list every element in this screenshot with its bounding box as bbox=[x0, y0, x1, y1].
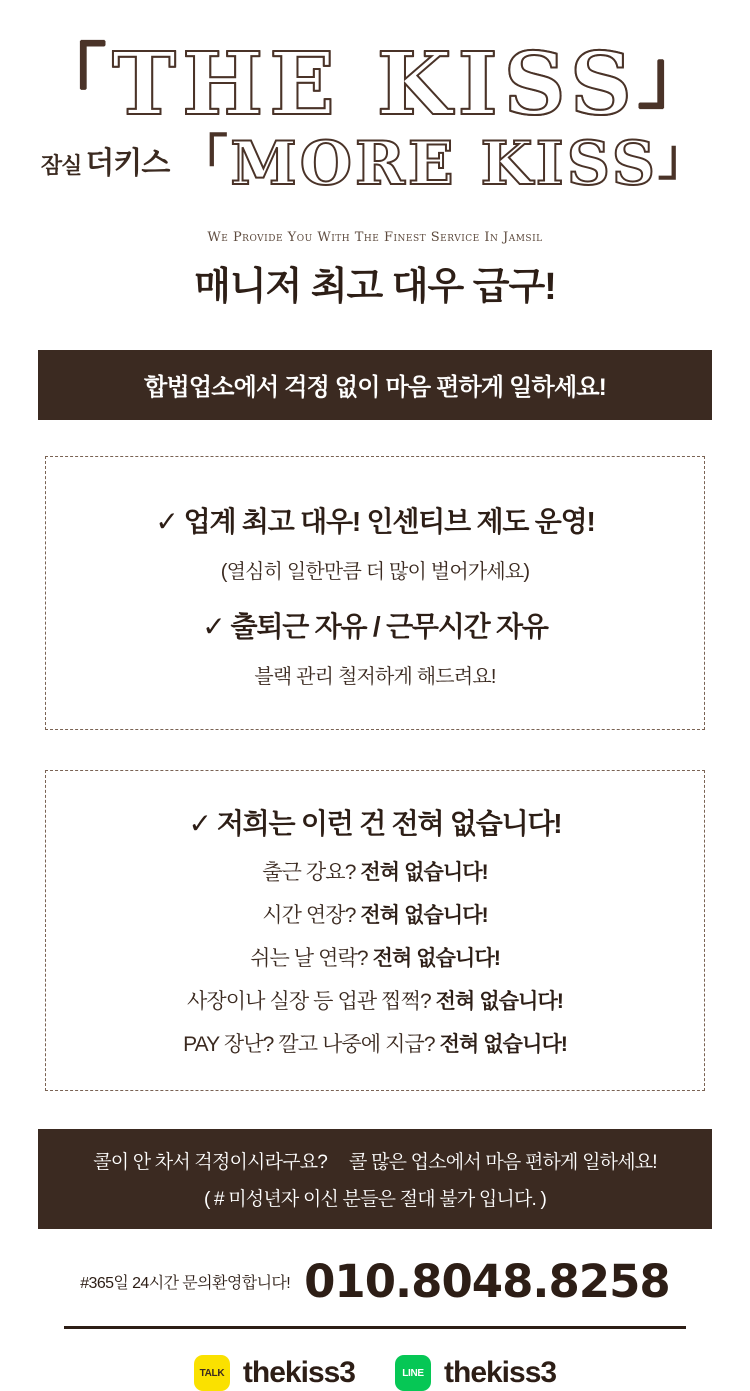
tagline-english: We Provide You With The Finest Service In Jamsil bbox=[207, 230, 543, 245]
no-item-answer: 전혀 없습니다! bbox=[435, 990, 564, 1014]
benefit-line-2-text: 출퇴근 자유 / 근무시간 자유 bbox=[230, 610, 548, 642]
headline-banner: 합법업소에서 걱정 없이 마음 편하게 일하세요! bbox=[38, 350, 712, 420]
logo-korean-location: 잠실 bbox=[40, 153, 82, 178]
no-item-answer: 전혀 없습니다! bbox=[360, 861, 488, 885]
footer-banner-line-1-right: 콜 많은 업소에서 마음 편하게 일하세요! bbox=[349, 1152, 657, 1174]
divider bbox=[64, 1326, 686, 1329]
logo-korean bbox=[41, 138, 169, 194]
bracket-right-icon: 」 bbox=[638, 35, 715, 118]
footer-banner-line-2: ( # 미성년자 이신 분들은 절대 불가 입니다. ) bbox=[204, 1189, 546, 1211]
messenger-line[interactable] bbox=[395, 1355, 556, 1391]
benefit-line-1-sub: (열심히 일한만큼 더 많이 벌어가세요) bbox=[220, 560, 530, 583]
benefit-line-2 bbox=[46, 608, 704, 646]
hero-section bbox=[0, 0, 750, 310]
list-item bbox=[46, 942, 704, 972]
messenger-kakaotalk[interactable] bbox=[194, 1355, 355, 1391]
tagline-korean: 매니저 최고 대우 급구! bbox=[194, 266, 556, 308]
no-item-question: 사장이나 실장 등 업관 찝쩍? bbox=[186, 990, 431, 1014]
logo-secondary-row bbox=[0, 129, 750, 199]
no-worries-heading bbox=[46, 805, 704, 843]
no-item-question: PAY 장난? 깔고 나중에 지급? bbox=[183, 1033, 435, 1057]
list-item bbox=[46, 1028, 704, 1058]
messenger-row bbox=[0, 1355, 750, 1391]
benefit-line-1 bbox=[46, 503, 704, 541]
logo-secondary bbox=[179, 129, 710, 199]
no-item-question: 쉬는 날 연락? bbox=[250, 947, 368, 971]
contact-note: #365일 24시간 문의환영합니다! bbox=[80, 1275, 291, 1293]
footer-banner-line-1-left: 콜이 안 차서 걱정이시라구요? bbox=[93, 1152, 328, 1174]
footer-banner bbox=[38, 1129, 712, 1229]
no-item-answer: 전혀 없습니다! bbox=[439, 1033, 567, 1057]
kakaotalk-id: thekiss3 bbox=[242, 1356, 355, 1390]
bracket-left-icon-2: 「 bbox=[179, 130, 231, 186]
logo-primary bbox=[35, 34, 715, 135]
no-item-question: 출근 강요? bbox=[262, 861, 356, 885]
logo-korean-name: 더키스 bbox=[85, 147, 170, 180]
check-icon-3: ✓ bbox=[188, 807, 211, 839]
benefit-line-2-sub: 블랙 관리 철저하게 해드려요! bbox=[254, 665, 496, 688]
list-item bbox=[46, 856, 704, 886]
bracket-right-icon-2: 」 bbox=[658, 130, 710, 186]
list-item bbox=[46, 985, 704, 1015]
check-icon-2: ✓ bbox=[202, 610, 225, 642]
line-icon[interactable]: LINE bbox=[395, 1355, 431, 1391]
logo-primary-text: THE KISS bbox=[111, 34, 639, 135]
no-worries-box bbox=[45, 770, 705, 1092]
no-worries-heading-text: 저희는 이런 건 전혀 없습니다! bbox=[216, 807, 562, 839]
no-item-answer: 전혀 없습니다! bbox=[372, 947, 500, 971]
list-item bbox=[46, 899, 704, 929]
bracket-left-icon: 「 bbox=[35, 35, 112, 118]
benefits-box bbox=[45, 456, 705, 730]
phone-number[interactable]: 010.8048.8258 bbox=[304, 1255, 670, 1309]
benefit-line-1-text: 업계 최고 대우! 인센티브 제도 운영! bbox=[183, 506, 595, 537]
kakaotalk-icon[interactable]: TALK bbox=[194, 1355, 230, 1391]
line-id: thekiss3 bbox=[444, 1356, 557, 1390]
no-item-question: 시간 연장? bbox=[262, 904, 356, 928]
footer-banner-line-1 bbox=[38, 1147, 712, 1174]
no-item-answer: 전혀 없습니다! bbox=[360, 904, 488, 928]
check-icon: ✓ bbox=[155, 506, 178, 537]
logo-secondary-text: MORE KISS bbox=[230, 129, 659, 199]
contact-row bbox=[0, 1255, 750, 1308]
